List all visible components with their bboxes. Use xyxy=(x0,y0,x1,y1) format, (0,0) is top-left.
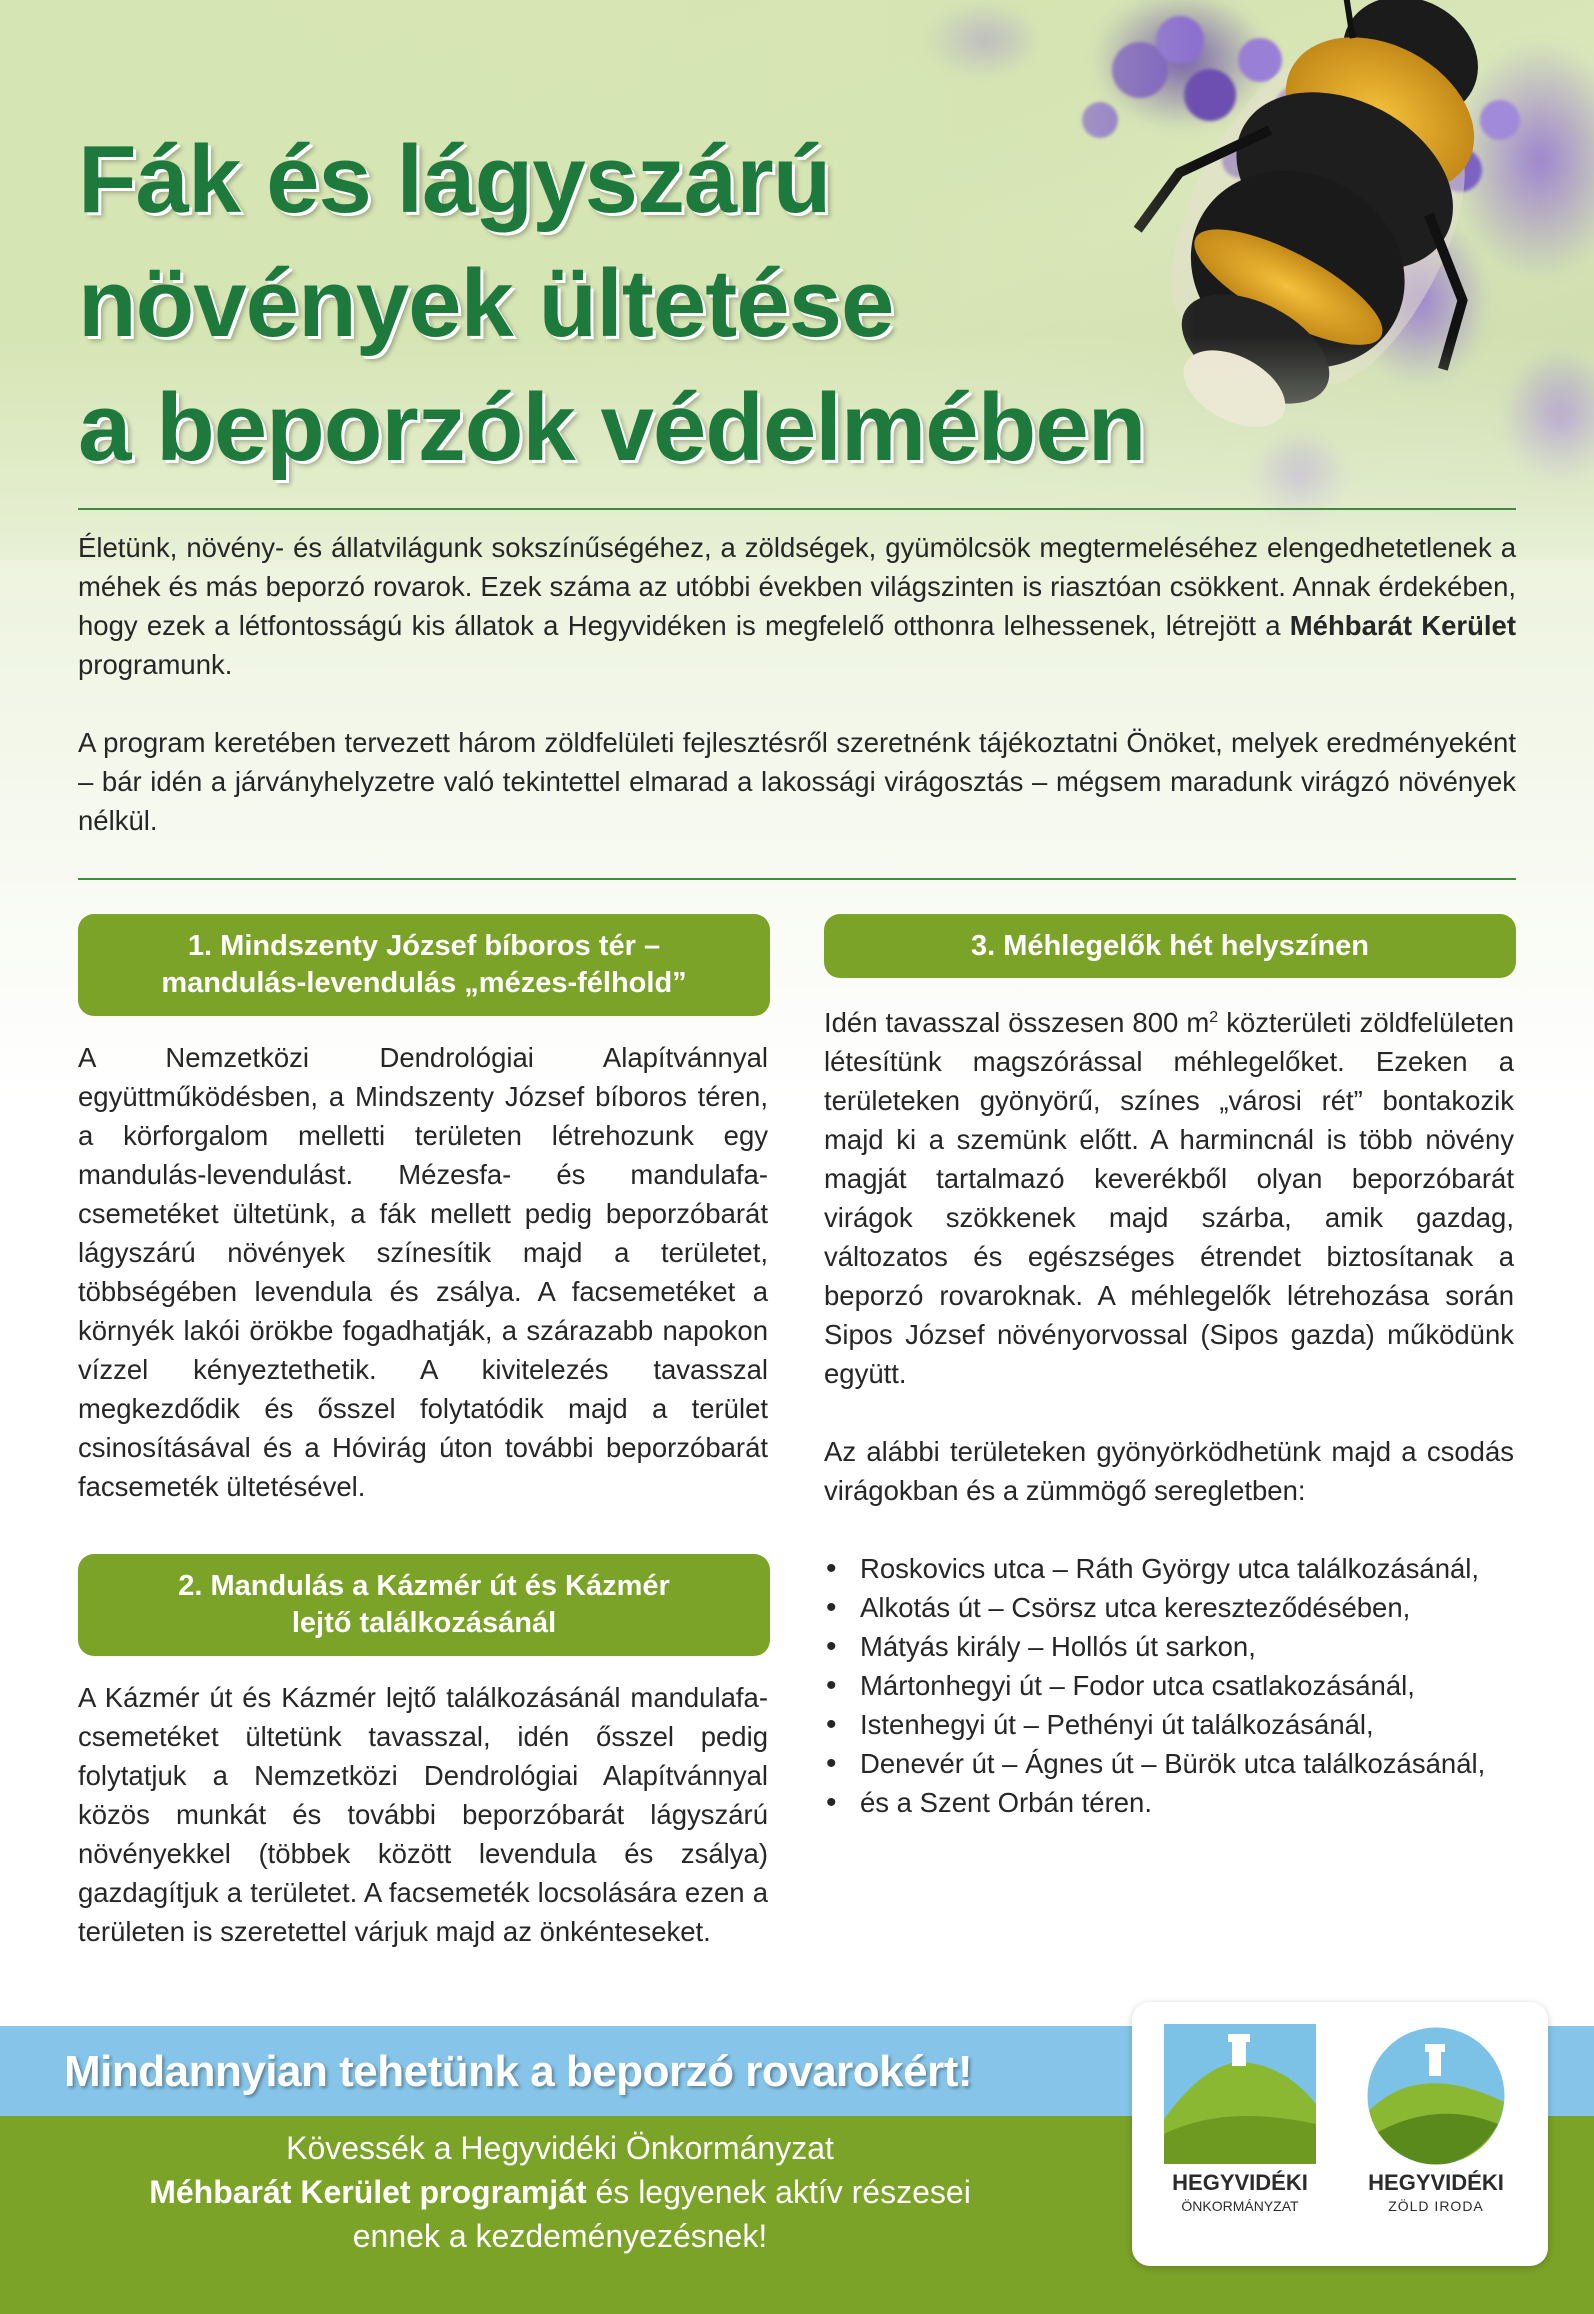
section-2-heading: 2. Mandulás a Kázmér út és Kázmér lejtő találkozásánál xyxy=(78,1554,770,1656)
list-item: • Alkotás út – Csörsz utca kereszteződésében, xyxy=(824,1588,1514,1627)
section-1-body: A Nemzetközi Dendrológiai Alapítvánnyal együttműködésben, a Mindszenty József bíboros téren, a körforgalom melletti területen létrehozunk egy mandulás-levendulást. Mézesfa- és mandulafa-csemetéket ültetünk, a fák mellett pedig beporzóbarát lágyszárú növények színesítik majd a területet, többségében levendula és zsálya. A facsemetéket a környék lakói örökbe fogadhatják, a szárazabb napokon vízzel kényeztethetik. A kivitelezés tavasszal megkezdődik és ősszel folytatódik majd a terület csinosításával és a Hóvirág úton további beporzóbarát facsemeték ültetésével. xyxy=(78,1042,768,1502)
zold-iroda-logo-icon xyxy=(1358,2020,1514,2170)
footer-text: Kövessék a Hegyvidéki Önkormányzat Méhbarát Kerület programját és legyenek aktív részesei ennek a kezdeményezésnek! xyxy=(149,2130,971,2254)
divider-middle xyxy=(78,878,1516,880)
section-3-body xyxy=(824,1003,1514,1822)
section-3-list-intro: Az alábbi területeken gyönyörködhetünk majd a csodás virágokban és a zümmögő seregletben: xyxy=(824,1436,1514,1506)
logo-card xyxy=(1132,2002,1548,2266)
list-item: • Roskovics utca – Ráth György utca találkozásánál, xyxy=(824,1549,1514,1588)
title-line-3: a beporzók védelmében xyxy=(78,374,1146,481)
list-item: • Mártonhegyi út – Fodor utca csatlakozásánál, xyxy=(824,1666,1514,1705)
section-2-body: A Kázmér út és Kázmér lejtő találkozásánál mandulafa-csemetéket ültetünk tavasszal, idén ősszel pedig folytatjuk a Nemzetközi Dendrológiai Alapítvánnyal közös munkát és további beporzóbarát lágyszárú növényekkel (többek között levendula és zsálya) gazdagítjuk a területet. A facsemeték locsolására ezen a területen is szeretettel várjuk majd az önkénteseket. xyxy=(78,1682,768,1947)
page-title xyxy=(78,118,1145,490)
divider-top xyxy=(78,508,1516,510)
section-3-paragraph: Idén tavasszal összesen 800 $m^2$ közterületi zöldfelületen létesítünk magszórással méhlegelőket. Ezeken a területeken gyönyörű, színes „városi rét” bontakozik majd ki a szemünk előtt. A harmincnál is több növény magját tartalmazó keverékből olyan beporzóbarát virágok szökkenek majd szárba, amik gazdag, változatos és egészséges étrendet biztosítanak a beporzó rovaroknak. A méhlegelők létrehozása során Sipos József növényorvossal (Sipos gazda) működünk együtt. xyxy=(824,1007,1514,1389)
list-item: • és a Szent Orbán téren. xyxy=(824,1783,1514,1822)
intro-text xyxy=(78,528,1516,840)
slogan: Mindannyian tehetünk a beporzó rovarokért! xyxy=(64,2047,973,2096)
intro-paragraph-1: Életünk, növény- és állatvilágunk sokszínűségéhez, a zöldségek, gyümölcsök megtermeléséhez elengedhetetlenek a méhek és más beporzó rovarok. Ezek száma az utóbbi években világszinten is riasztóan csökkent. Annak érdekében, hogy ezek a létfontosságú kis állatok a Hegyvidéken is megfelelő otthonra lelhessenek, létrejött a Méhbarát Kerület programunk. xyxy=(78,532,1517,680)
left-logo-sub: ÖNKORMÁNYZAT xyxy=(1181,2198,1299,2214)
title-line-1: Fák és lágyszárú xyxy=(78,126,831,233)
list-item: • Mátyás király – Hollós út sarkon, xyxy=(824,1627,1514,1666)
onkormanyzat-logo-icon xyxy=(1164,2024,1316,2164)
section-3-heading: 3. Méhlegelők hét helyszínen xyxy=(824,914,1516,978)
program-name: Méhbarát Kerület xyxy=(1289,610,1517,641)
location-list xyxy=(824,1549,1514,1822)
right-logo-sub: ZÖLD IRODA xyxy=(1388,2198,1484,2214)
intro-paragraph-2: A program keretében tervezett három zöldfelületi fejlesztésről szeretnénk tájékoztatni Önöket, melyek eredményeként – bár idén a járványhelyzetre való tekintettel elmarad a lakossági virágosztás – mégsem maradunk virágzó növények nélkül. xyxy=(78,727,1516,836)
list-item: • Istenhegyi út – Pethényi út találkozásánál, xyxy=(824,1705,1514,1744)
section-1-heading: 1. Mindszenty József bíboros tér – mandulás-levendulás „mézes-félhold” xyxy=(78,914,770,1016)
right-logo-name: HEGYVIDÉKI xyxy=(1368,2170,1504,2195)
left-logo-name: HEGYVIDÉKI xyxy=(1172,2170,1308,2195)
title-line-2: növények ültetése xyxy=(78,250,894,357)
list-item: • Denevér út – Ágnes út – Bürök utca találkozásánál, xyxy=(824,1744,1514,1783)
